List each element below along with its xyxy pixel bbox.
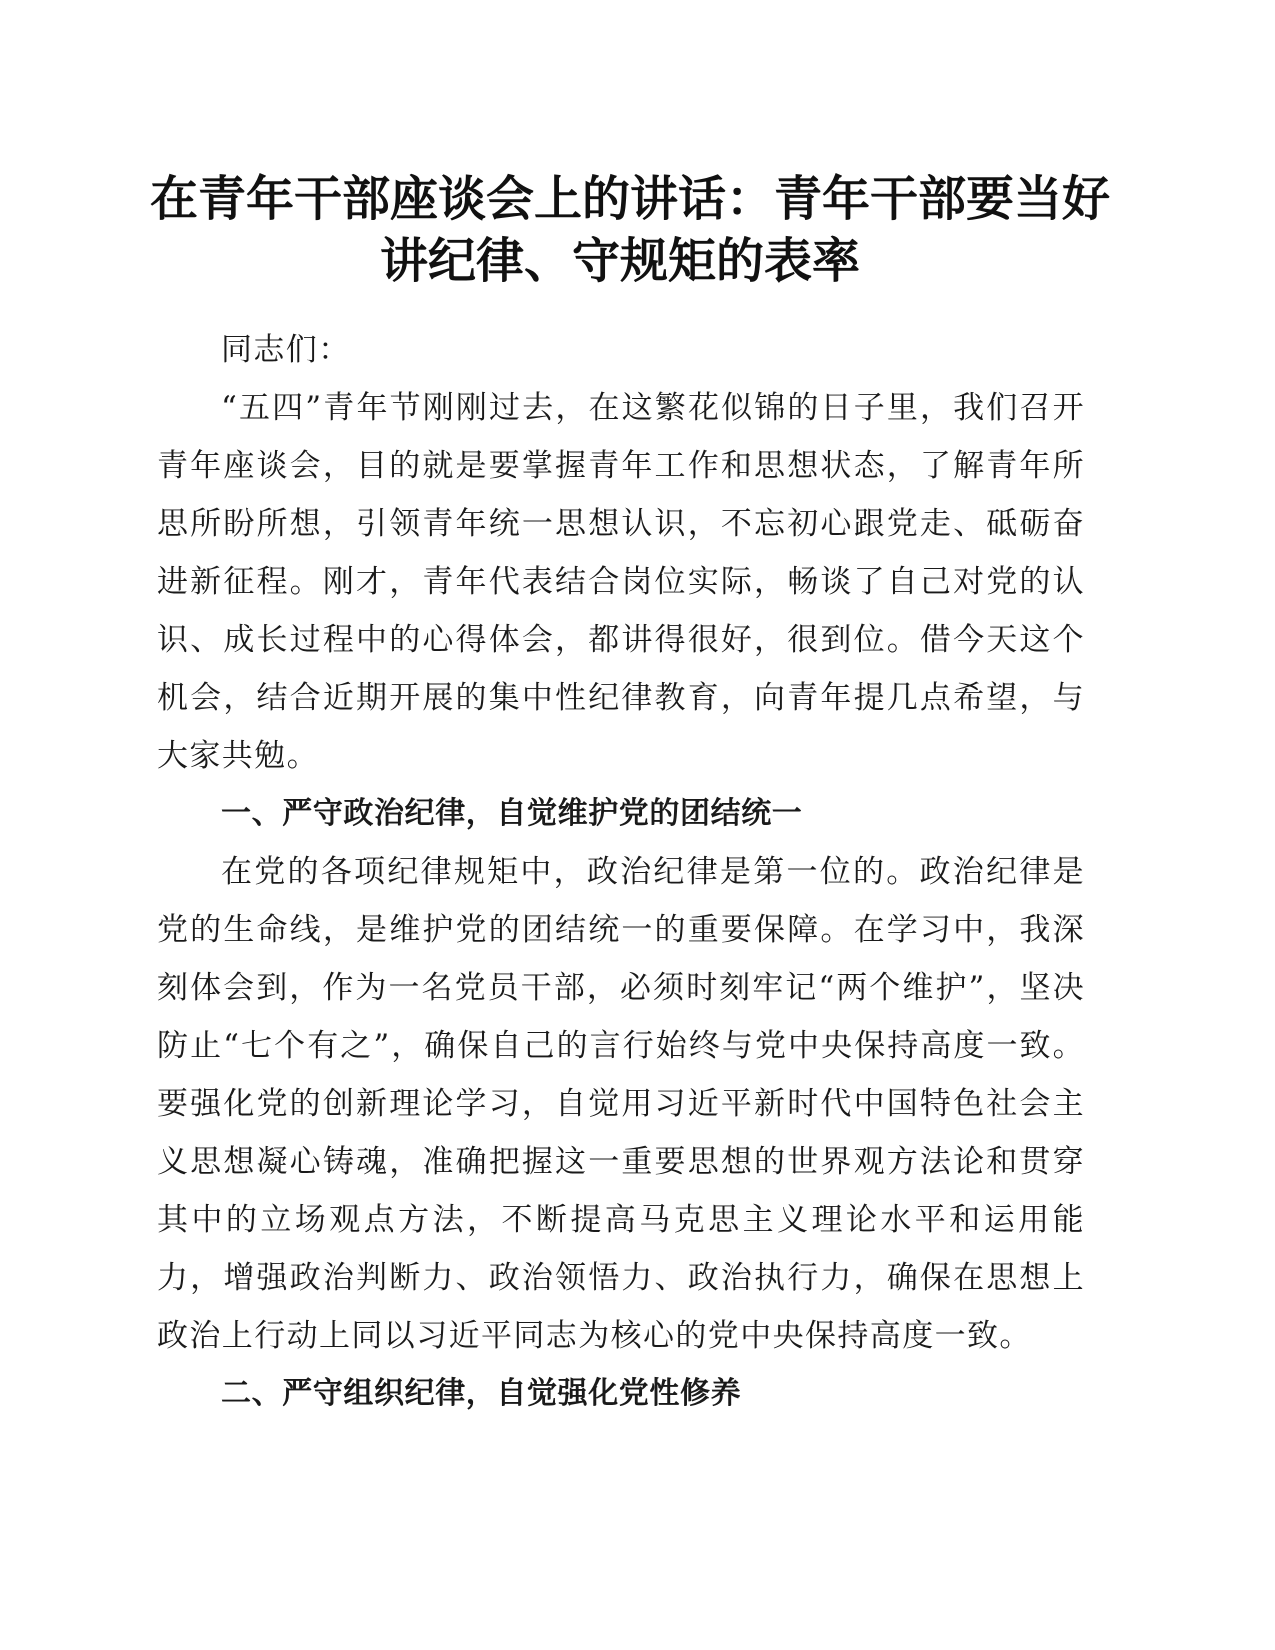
section-heading-2: 二、严守组织纪律，自觉强化党性修养 — [221, 1376, 742, 1411]
document-title — [150, 168, 1111, 292]
section-heading-1: 一、严守政治纪律，自觉维护党的团结统一 — [221, 796, 803, 831]
title-line-1: 在青年干部座谈会上的讲话：青年干部要当好 — [150, 171, 1111, 227]
intro-paragraph: “五四”青年节刚刚过去，在这繁花似锦的日子里，我们召开青年座谈会，目的就是要掌握青年工作和思想状态，了解青年所思所盼所想，引领青年统一思想认识，不忘初心跟党走、砥砺奋进新征程。刚才，青年代表结合岗位实际，畅谈了自己对党的认识、成长过程中的心得体会，都讲得很好，很到位。借今天这个机会，结合近期开展的集中性纪律教育，向青年提几点希望，与大家共勉。 — [157, 390, 1085, 774]
salutation: 同志们： — [221, 332, 351, 368]
section-1-paragraph: 在党的各项纪律规矩中，政治纪律是第一位的。政治纪律是党的生命线，是维护党的团结统一的重要保障。在学习中，我深刻体会到，作为一名党员干部，必须时刻牢记“两个维护”，坚决防止“七个有之”，确保自己的言行始终与党中央保持高度一致。要强化党的创新理论学习，自觉用习近平新时代中国特色社会主义思想凝心铸魂，准确把握这一重要思想的世界观方法论和贯穿其中的立场观点方法，不断提高马克思主义理论水平和运用能力，增强政治判断力、政治领悟力、政治执行力，确保在思想上政治上行动上同以习近平同志为核心的党中央保持高度一致。 — [157, 854, 1085, 1354]
title-line-2: 讲纪律、守规矩的表率 — [379, 233, 860, 289]
document-body — [157, 321, 1085, 1423]
